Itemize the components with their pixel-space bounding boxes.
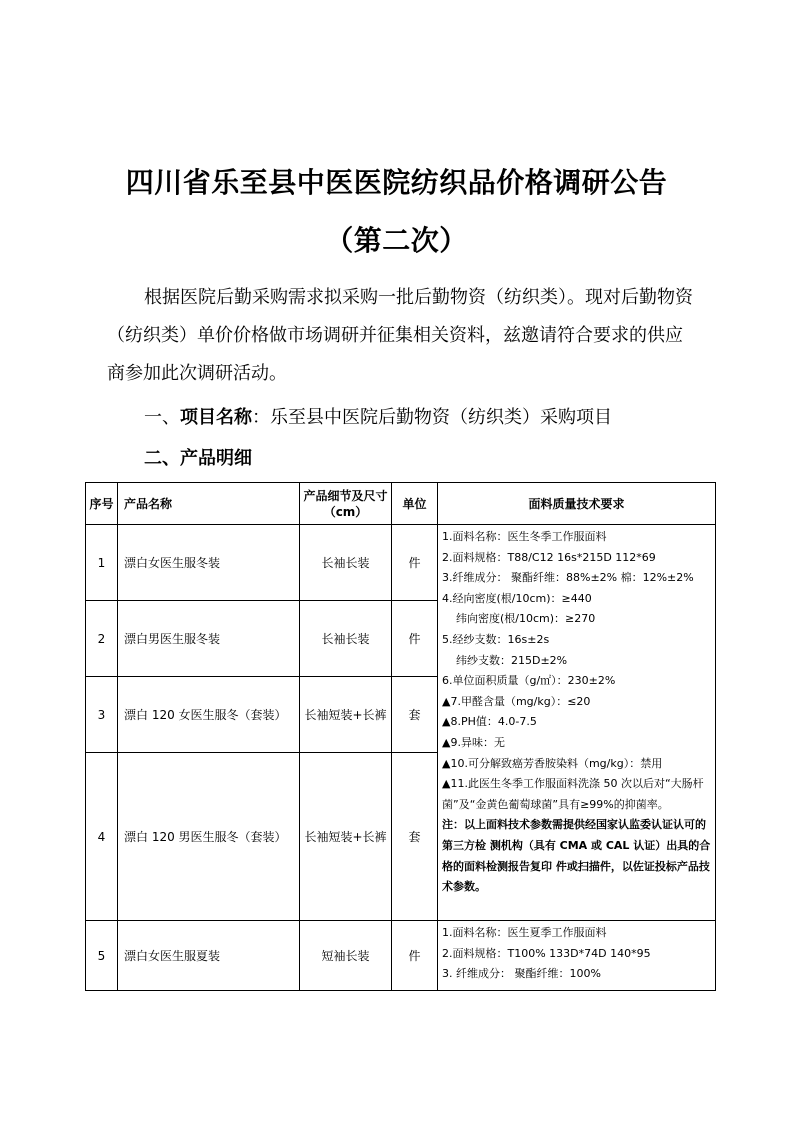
header-no: 序号 bbox=[86, 483, 118, 525]
row-spec: 短袖长装 bbox=[300, 921, 392, 991]
requirement-line: 纬纱支数：215D±2% bbox=[456, 653, 568, 667]
row-unit: 套 bbox=[392, 677, 438, 753]
requirement-line: ▲10.可分解致癌芳香胺染料（mg/kg）：禁用 bbox=[442, 756, 663, 770]
requirement-line: ▲8.PH值：4.0-7.5 bbox=[442, 715, 537, 729]
table-row bbox=[86, 525, 716, 601]
row-name: 漂白女医生服冬装 bbox=[118, 525, 300, 601]
requirement-line: 2.面料规格：T88/C12 16s*215D 112*69 bbox=[442, 550, 656, 564]
row-spec: 长袖长装 bbox=[300, 601, 392, 677]
row-spec: 长袖短装+长裤 bbox=[300, 677, 392, 753]
row-unit: 件 bbox=[392, 601, 438, 677]
header-spec: 产品细节及尺寸（cm） bbox=[300, 483, 392, 525]
row-spec: 长袖长装 bbox=[300, 525, 392, 601]
requirement-line: ▲11.此医生冬季工作服面料洗涤 50 次以后对“大肠杆菌”及“金黄色葡萄球菌”具有≥99%的抑菌率。 bbox=[442, 777, 704, 811]
row-name: 漂白 120 男医生服冬（套装） bbox=[118, 753, 300, 921]
row-no: 5 bbox=[86, 921, 118, 991]
project-name-value: 乐至县中医院后勤物资（纺织类）采购项目 bbox=[270, 407, 612, 428]
requirement-line: 3. 纤维成分： 聚酯纤维：100% bbox=[442, 967, 601, 981]
requirement-line: 1.面料名称：医生冬季工作服面料 bbox=[442, 530, 607, 543]
header-name: 产品名称 bbox=[118, 483, 300, 525]
row-name: 漂白女医生服夏装 bbox=[118, 921, 300, 991]
requirement-line: 5.经纱支数：16s±2s bbox=[442, 632, 550, 646]
requirement-line: 3.纤维成分： 聚酯纤维：88%±2% 棉：12%±2% bbox=[442, 571, 694, 585]
row-name: 漂白 120 女医生服冬（套装） bbox=[118, 677, 300, 753]
section-project-name bbox=[144, 404, 612, 432]
page-title: 四川省乐至县中医医院纺织品价格调研公告 bbox=[125, 166, 668, 199]
row-unit: 件 bbox=[392, 921, 438, 991]
header-unit: 单位 bbox=[392, 483, 438, 525]
winter-requirements-cell bbox=[438, 525, 716, 921]
intro-paragraph: 根据医院后勤采购需求拟采购一批后勤物资（纺织类）。现对后勤物资（纺织类）单价价格做市场调研并征集相关资料，兹邀请符合要求的供应商参加此次调研活动。 bbox=[107, 287, 693, 384]
row-no: 3 bbox=[86, 677, 118, 753]
row-no: 1 bbox=[86, 525, 118, 601]
requirement-line: 6.单位面积质量（g/㎡）：230±2% bbox=[442, 674, 616, 688]
summer-requirements-cell bbox=[438, 921, 716, 991]
table-header-row bbox=[86, 483, 716, 525]
product-table bbox=[85, 482, 716, 991]
row-unit: 套 bbox=[392, 753, 438, 921]
requirement-line: 1.面料名称：医生夏季工作服面料 bbox=[442, 926, 607, 939]
requirement-line: ▲7.甲醛含量（mg/kg）：≤20 bbox=[442, 694, 591, 708]
row-no: 4 bbox=[86, 753, 118, 921]
row-name: 漂白男医生服冬装 bbox=[118, 601, 300, 677]
requirement-note: 注：以上面料技术参数需提供经国家认监委认证认可的第三方检 测机构（具有 CMA 或 CAL 认证）出具的合格的面料检测报告复印 件或扫描件，以佐证投标产品技术参数。 bbox=[442, 818, 711, 894]
requirement-line: 4.经向密度(根/10cm)：≥440 bbox=[442, 591, 592, 605]
row-no: 2 bbox=[86, 601, 118, 677]
section-number: 一、 bbox=[144, 407, 180, 428]
row-unit: 件 bbox=[392, 525, 438, 601]
requirement-line: 纬向密度(根/10cm)：≥270 bbox=[456, 612, 596, 626]
requirement-line: ▲9.异味：无 bbox=[442, 735, 505, 749]
row-spec: 长袖短装+长裤 bbox=[300, 753, 392, 921]
table-row bbox=[86, 921, 716, 991]
page-subtitle: （第二次） bbox=[325, 224, 468, 257]
section-colon: ： bbox=[252, 407, 270, 428]
header-tech: 面料质量技术要求 bbox=[438, 483, 716, 525]
section-label: 项目名称 bbox=[180, 407, 252, 428]
section-product-details: 二、产品明细 bbox=[144, 448, 252, 469]
requirement-line: 2.面料规格：T100% 133D*74D 140*95 bbox=[442, 946, 651, 960]
